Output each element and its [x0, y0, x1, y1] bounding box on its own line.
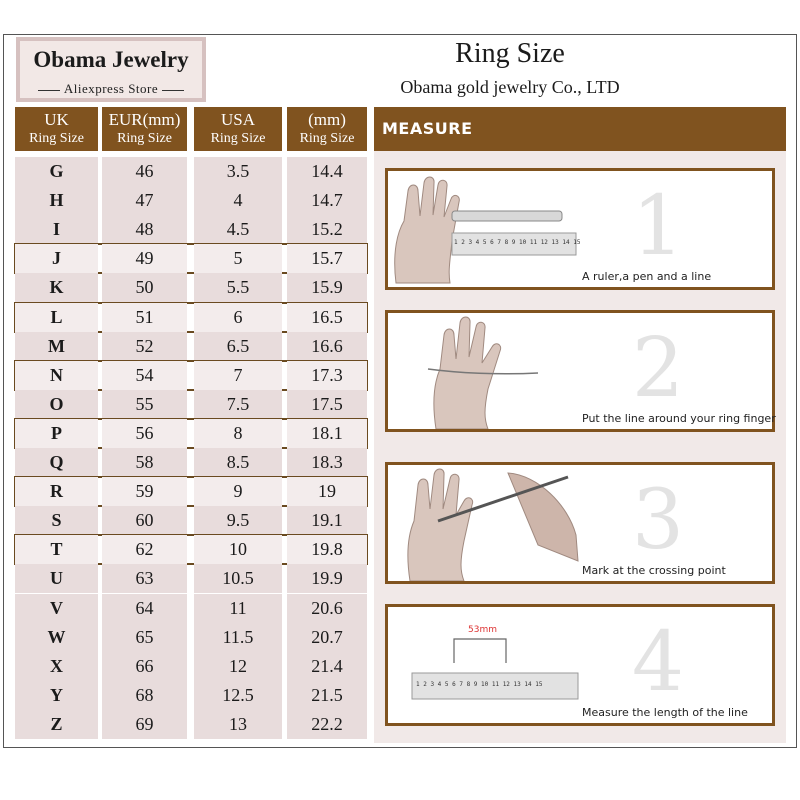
size-row [15, 594, 367, 623]
step-caption: Mark at the crossing point [582, 564, 726, 577]
size-row [15, 506, 367, 535]
cell-uk: T [15, 535, 98, 564]
size-row [15, 361, 367, 390]
cell-eur: 51 [102, 303, 187, 332]
step-number: 3 [631, 473, 684, 568]
cell-uk: S [15, 506, 98, 535]
cell-uk: V [15, 594, 98, 623]
cell-uk: K [15, 273, 98, 302]
ruler-pen-icon [388, 171, 772, 287]
cell-usa: 4.5 [194, 215, 282, 244]
cell-usa: 9 [194, 477, 282, 506]
cell-uk: R [15, 477, 98, 506]
cell-mm: 19 [287, 477, 367, 506]
cell-uk: U [15, 564, 98, 593]
cell-eur: 48 [102, 215, 187, 244]
length-label: 53mm [468, 625, 497, 635]
cell-uk: Q [15, 448, 98, 477]
column-header-subtitle: Ring Size [210, 131, 266, 146]
cell-usa: 11 [194, 594, 282, 623]
step-number: 2 [631, 321, 684, 416]
cell-mm: 14.4 [287, 157, 367, 186]
cell-mm: 18.3 [287, 448, 367, 477]
size-row [15, 652, 367, 681]
measure-step-1 [385, 168, 775, 290]
cell-eur: 54 [102, 361, 187, 390]
column-header-subtitle: Ring Size [299, 131, 355, 146]
cell-mm: 19.9 [287, 564, 367, 593]
cell-eur: 64 [102, 594, 187, 623]
measure-step-3 [385, 462, 775, 584]
cell-uk: Z [15, 710, 98, 739]
cell-uk: I [15, 215, 98, 244]
cell-uk: M [15, 332, 98, 361]
step-number: 1 [631, 179, 684, 274]
cell-mm: 17.5 [287, 390, 367, 419]
cell-usa: 9.5 [194, 506, 282, 535]
cell-usa: 8.5 [194, 448, 282, 477]
page-title: Ring Size [455, 38, 565, 69]
cell-mm: 18.1 [287, 419, 367, 448]
cell-usa: 3.5 [194, 157, 282, 186]
cell-usa: 7 [194, 361, 282, 390]
cell-usa: 4 [194, 186, 282, 215]
cell-usa: 12 [194, 652, 282, 681]
step-caption: Measure the length of the line [582, 706, 748, 719]
cell-eur: 58 [102, 448, 187, 477]
cell-eur: 50 [102, 273, 187, 302]
size-row [15, 564, 367, 593]
cell-mm: 22.2 [287, 710, 367, 739]
cell-uk: G [15, 157, 98, 186]
cell-eur: 47 [102, 186, 187, 215]
cell-eur: 49 [102, 244, 187, 273]
cell-uk: X [15, 652, 98, 681]
step-caption: Put the line around your ring finger [582, 412, 776, 425]
cell-uk: N [15, 361, 98, 390]
step-caption: A ruler,a pen and a line [582, 270, 712, 283]
cell-mm: 15.2 [287, 215, 367, 244]
cell-usa: 10.5 [194, 564, 282, 593]
cell-usa: 8 [194, 419, 282, 448]
cell-mm: 16.6 [287, 332, 367, 361]
size-row [15, 535, 367, 564]
size-row [15, 681, 367, 710]
cell-mm: 14.7 [287, 186, 367, 215]
cell-eur: 69 [102, 710, 187, 739]
cell-mm: 15.7 [287, 244, 367, 273]
column-header-title: (mm) [308, 110, 346, 129]
column-header-mm [287, 107, 367, 151]
cell-uk: H [15, 186, 98, 215]
cell-mm: 20.6 [287, 594, 367, 623]
size-row [15, 623, 367, 652]
measure-heading: MEASURE [374, 107, 786, 151]
ruler-scale-label: 1 2 3 4 5 6 7 8 9 10 11 12 13 14 15 [416, 681, 543, 688]
cell-mm: 20.7 [287, 623, 367, 652]
cell-uk: O [15, 390, 98, 419]
column-header-title: EUR(mm) [108, 110, 181, 129]
cell-eur: 68 [102, 681, 187, 710]
cell-usa: 5 [194, 244, 282, 273]
cell-uk: W [15, 623, 98, 652]
column-header-eur [102, 107, 187, 151]
brand-box [16, 37, 206, 102]
size-row [15, 273, 367, 302]
size-row [15, 477, 367, 506]
cell-uk: J [15, 244, 98, 273]
brand-store: Aliexpress Store [20, 81, 202, 97]
cell-mm: 21.5 [287, 681, 367, 710]
cell-uk: Y [15, 681, 98, 710]
cell-usa: 12.5 [194, 681, 282, 710]
cell-usa: 7.5 [194, 390, 282, 419]
cell-eur: 63 [102, 564, 187, 593]
cell-usa: 10 [194, 535, 282, 564]
cell-eur: 46 [102, 157, 187, 186]
cell-usa: 6 [194, 303, 282, 332]
size-row [15, 419, 367, 448]
cell-mm: 19.1 [287, 506, 367, 535]
size-row [15, 303, 367, 332]
column-header-subtitle: Ring Size [117, 131, 172, 146]
size-row [15, 215, 367, 244]
cell-eur: 66 [102, 652, 187, 681]
cell-eur: 65 [102, 623, 187, 652]
brand-name: Obama Jewelry [33, 47, 189, 72]
cell-mm: 21.4 [287, 652, 367, 681]
cell-mm: 17.3 [287, 361, 367, 390]
size-row [15, 390, 367, 419]
cell-eur: 60 [102, 506, 187, 535]
measure-step-2 [385, 310, 775, 432]
size-row [15, 157, 367, 186]
cell-usa: 5.5 [194, 273, 282, 302]
column-header-title: UK [44, 110, 69, 129]
column-header-subtitle: Ring Size [29, 131, 84, 146]
cell-eur: 59 [102, 477, 187, 506]
cell-usa: 6.5 [194, 332, 282, 361]
column-header-title: USA [220, 110, 255, 129]
cell-eur: 62 [102, 535, 187, 564]
step-number: 4 [631, 615, 684, 710]
cell-mm: 15.9 [287, 273, 367, 302]
cell-eur: 52 [102, 332, 187, 361]
size-row [15, 244, 367, 273]
ruler-scale-label: 1 2 3 4 5 6 7 8 9 10 11 12 13 14 15 [454, 239, 581, 246]
size-row [15, 332, 367, 361]
size-row [15, 186, 367, 215]
cell-usa: 13 [194, 710, 282, 739]
cell-eur: 56 [102, 419, 187, 448]
size-row [15, 710, 367, 739]
column-header-uk [15, 107, 98, 151]
measure-step-4 [385, 604, 775, 726]
size-row [15, 448, 367, 477]
page-subtitle: Obama gold jewelry Co., LTD [400, 77, 620, 97]
cell-mm: 19.8 [287, 535, 367, 564]
cell-usa: 11.5 [194, 623, 282, 652]
cell-uk: L [15, 303, 98, 332]
cell-eur: 55 [102, 390, 187, 419]
column-header-usa [194, 107, 282, 151]
cell-mm: 16.5 [287, 303, 367, 332]
cell-uk: P [15, 419, 98, 448]
